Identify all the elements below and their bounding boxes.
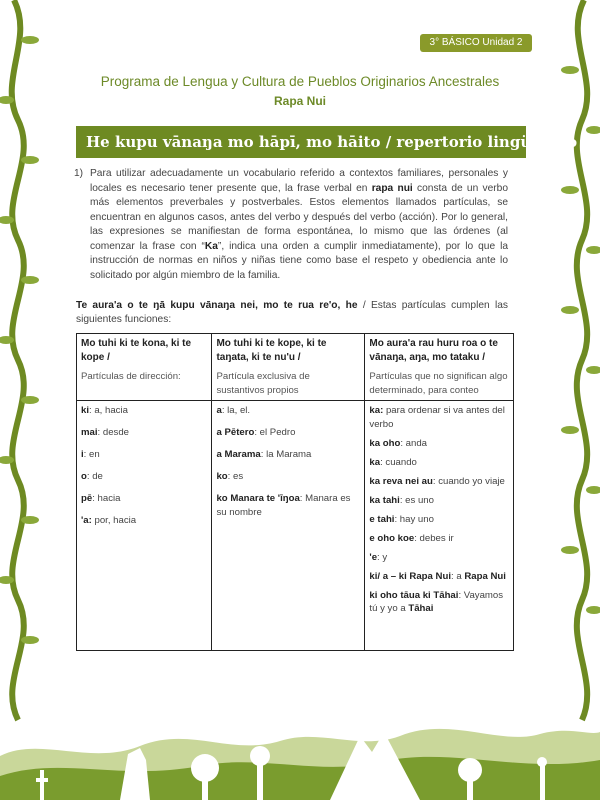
program-title: Programa de Lengua y Cultura de Pueblos Originarios Ancestrales (100, 74, 500, 89)
footer-landscape-illustration (0, 696, 600, 800)
list-item: 'a: por, hacia (81, 515, 137, 526)
section-title-banner: He kupu vānaŋa mo hāpī, mo hāito / repertorio lingüístico (76, 126, 526, 158)
header-desc: Partículas que no significan algo determinado, para conteo (369, 371, 508, 396)
header-cell-direction (77, 334, 212, 401)
header-desc: Partícula exclusiva de sustantivos propios (216, 371, 310, 396)
header-desc: Partículas de dirección: (81, 371, 181, 382)
list-item: a Pētero: el Pedro (216, 427, 296, 438)
list-item: ko: es (216, 471, 244, 482)
list-item: o: de (81, 471, 103, 482)
column-direction (77, 401, 212, 651)
list-item: pē: hacia (81, 493, 121, 504)
list-item: ka: cuando (369, 456, 417, 468)
paragraph-text-3: ”, indica una orden a cumplir inmediatamente), por lo que la instrucción de normas en niños y niñas tiene como base el respeto y obediencia ante lo solicitado por algún miembro de la familia. (90, 240, 508, 281)
list-item: ka reva nei au: cuando yo viaje (369, 475, 505, 487)
header-rapanui: Mo tuhi ki te kope, ki te taŋata, ki te nu'u / (216, 338, 327, 363)
list-item: ki: a, hacia (81, 405, 128, 416)
header-rapanui: Mo tuhi ki te kona, ki te kope / (81, 338, 192, 363)
paragraph-text-1: Para utilizar adecuadamente un vocabulario referido a contextos familiares, personales y locales es necesario tener presente que, la frase verbal en (90, 168, 508, 194)
list-item: mai: desde (81, 427, 130, 438)
list-item: e oho koe: debes ir (369, 532, 454, 544)
right-decorative-border (552, 0, 600, 720)
list-item: e tahi: hay uno (369, 513, 434, 525)
table-header-row (77, 334, 514, 401)
program-subtitle: Rapa Nui (273, 94, 326, 108)
paragraph-text-2: consta de un verbo más elementos preverbales y postverbales. Estos elementos llamados partículas, se encuentran en algunos casos, antes del verbo y después del verbo (acción). Por lo general, las expresiones se manifiestan de forma espontánea, lo mismo que las órdenes (al comenzar la frase con “ (90, 182, 508, 252)
left-decorative-border (0, 0, 48, 720)
column-proper-nouns (212, 401, 365, 651)
header-cell-proper-nouns (212, 334, 365, 401)
list-item: ka tahi: es uno (369, 494, 434, 506)
paragraph-number: 1) (74, 168, 84, 179)
table-body-row (77, 401, 514, 651)
paragraph-bold-1: rapa nui (371, 182, 413, 194)
list-item: a: la, el. (216, 405, 251, 416)
list-item: ka: para ordenar si va antes del verbo (369, 405, 505, 430)
list-item: i: en (81, 449, 100, 460)
instruction-paragraph (74, 167, 508, 283)
list-item: ki oho tāua ki Tāhai: Vayamos tú y yo a Tāhai (369, 589, 504, 614)
functions-intro-text: / Estas partículas cumplen las siguientes funciones: (76, 300, 508, 325)
list-item: ko Manara te 'īŋoa: Manara es su nombre (216, 493, 351, 518)
header-cell-counting (365, 334, 514, 401)
column-counting (365, 401, 514, 651)
list-item: 'e: y (369, 551, 388, 563)
list-item: a Marama: la Marama (216, 449, 312, 460)
list-item: ka oho: anda (369, 437, 428, 449)
list-item: ki/ a – ki Rapa Nui: a Rapa Nui (369, 570, 506, 582)
functions-intro-bold: Te aura'a o te ŋā kupu vānaŋa nei, mo te rua re'o, he (76, 300, 358, 311)
functions-intro (76, 299, 508, 327)
header-rapanui: Mo aura'a rau huru roa o te vānaŋa, aŋa, mo tataku / (369, 338, 498, 363)
grade-unit-badge: 3° BÁSICO Unidad 2 (420, 34, 532, 52)
particles-table (76, 333, 514, 651)
paragraph-bold-2: Ka (204, 240, 218, 252)
